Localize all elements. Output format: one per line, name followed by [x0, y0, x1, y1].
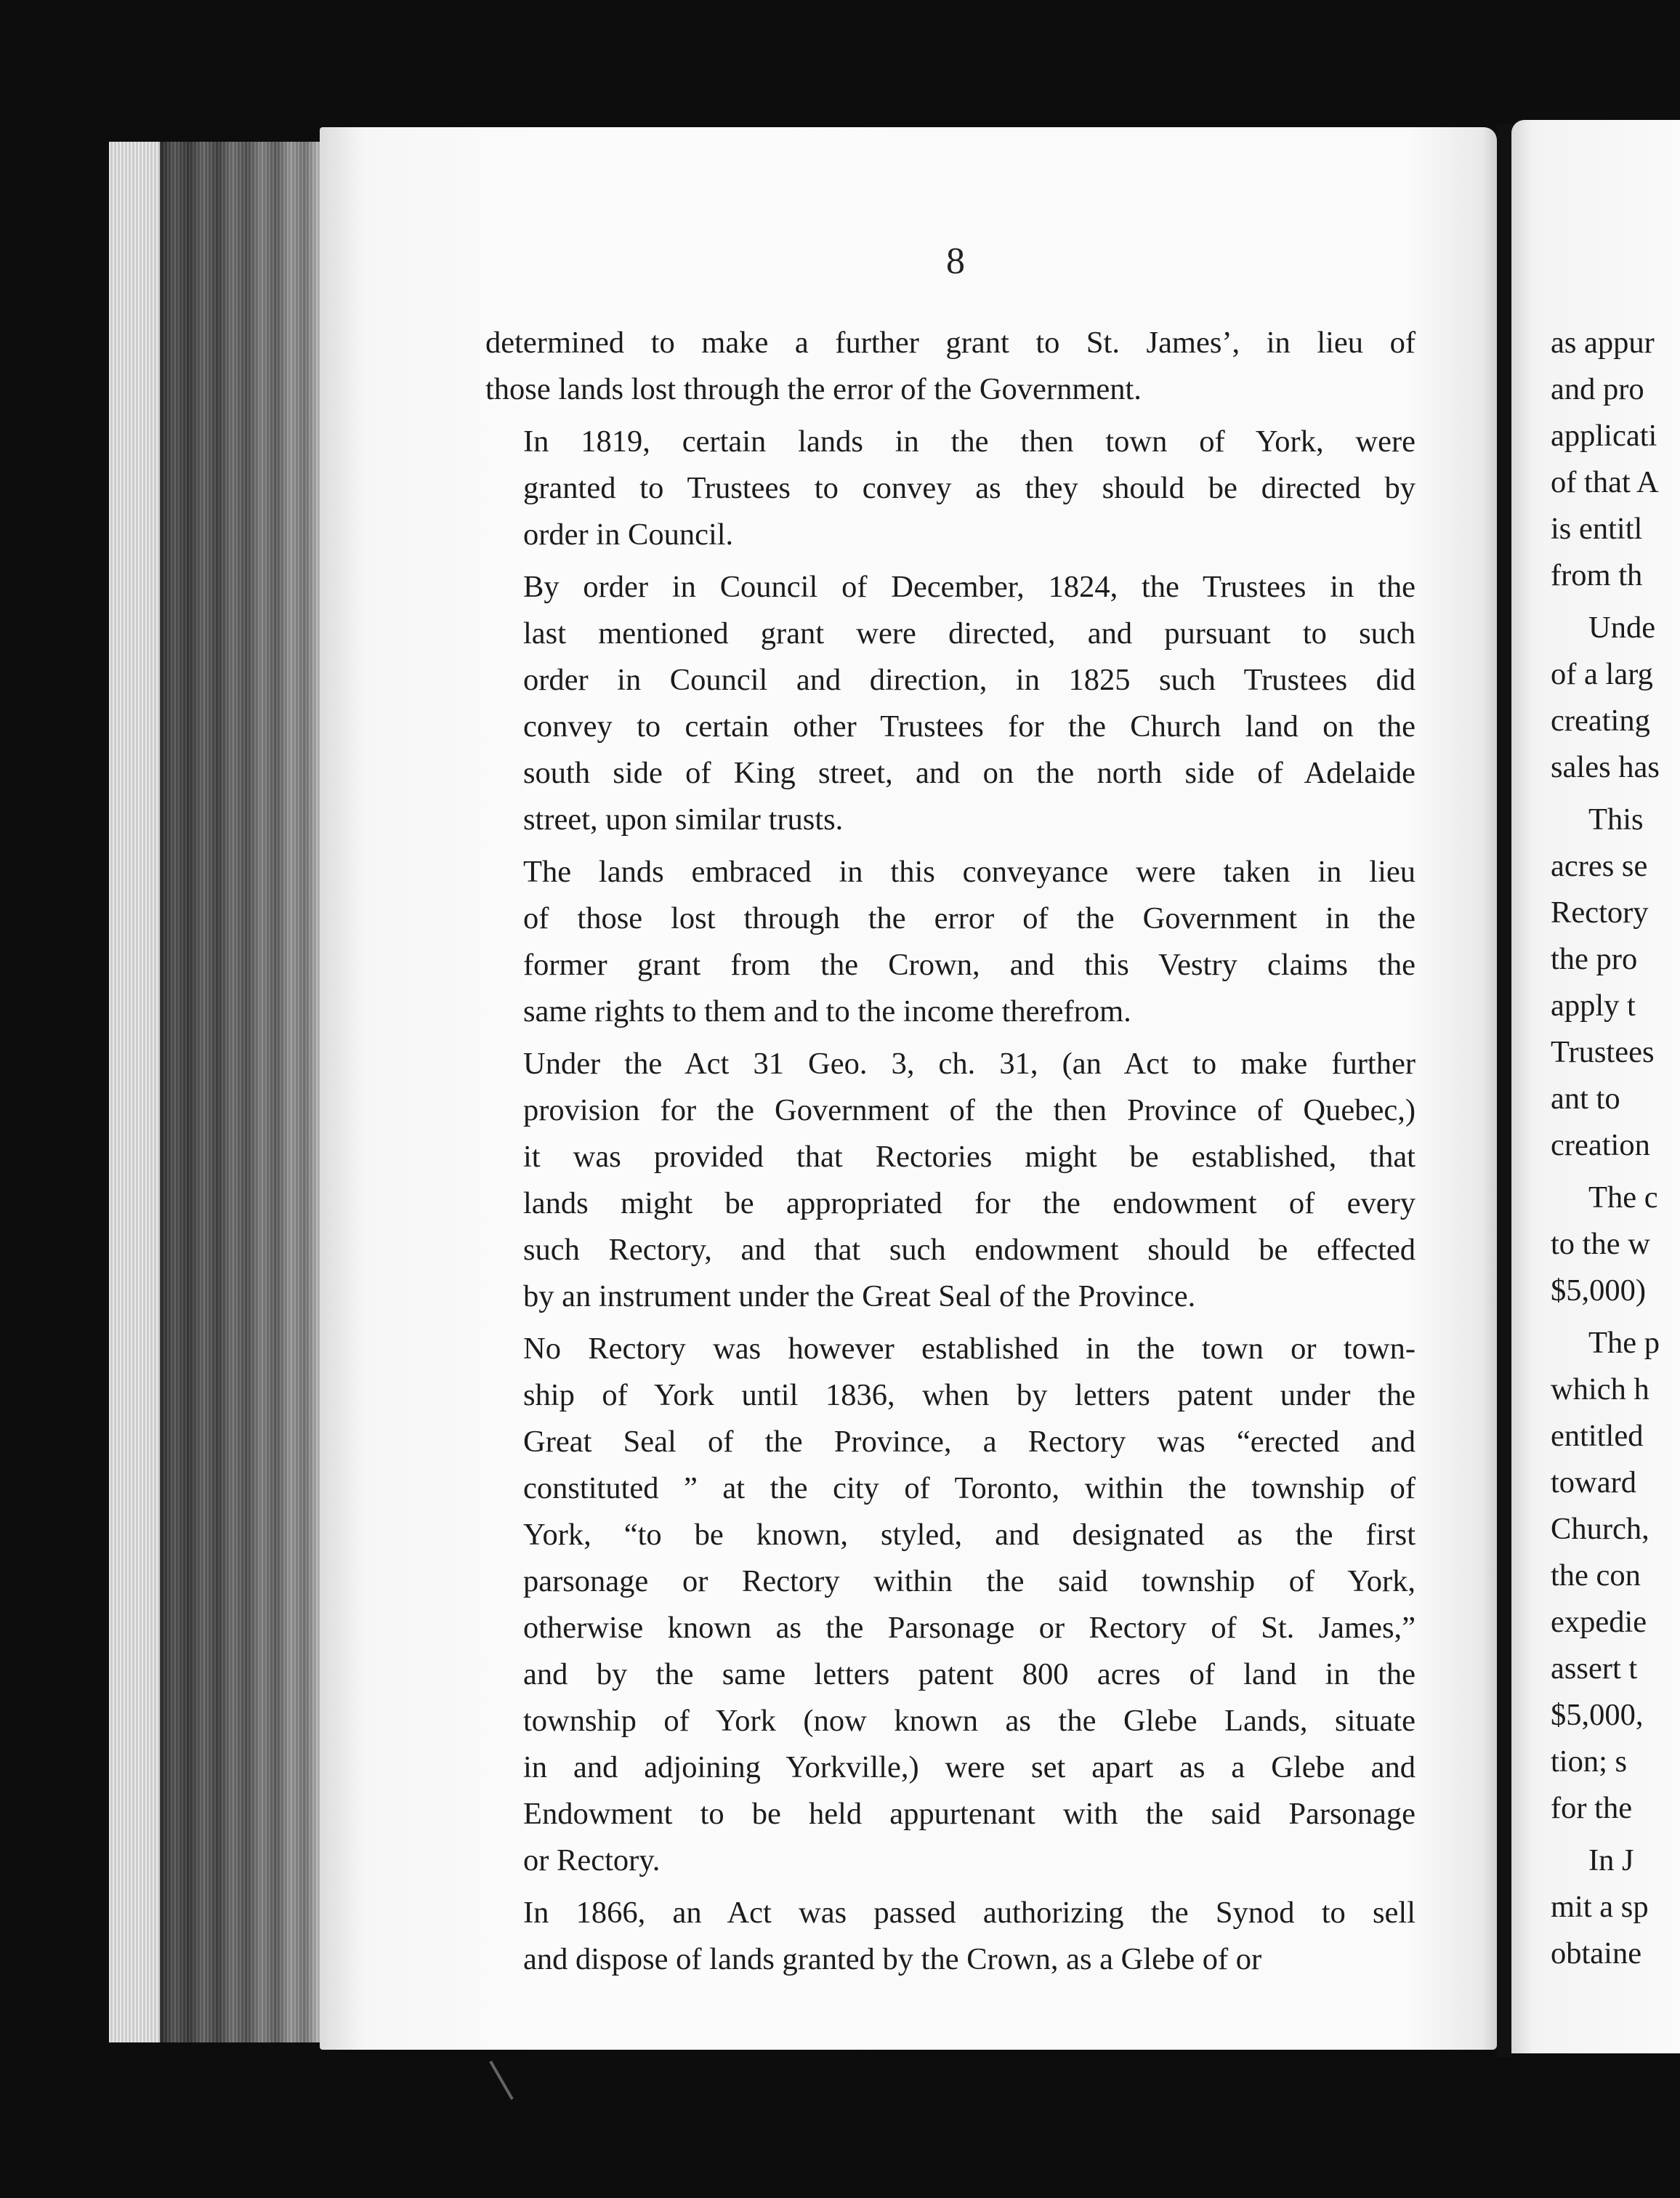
fragment-line: which h: [1551, 1372, 1649, 1406]
fragment-line: tion; s: [1551, 1744, 1628, 1779]
text-line: granted to Trustees to convey as they should be directed by: [523, 471, 1416, 505]
text-line: township of York (now known as the Glebe Lands, situate: [523, 1704, 1416, 1738]
fragment-line: assert t: [1551, 1651, 1638, 1686]
book-gutter: [1497, 124, 1511, 2057]
page-number: 8: [946, 241, 965, 282]
text-line: Under the Act 31 Geo. 3, ch. 31, (an Act to make further: [523, 1047, 1416, 1081]
fragment-line: obtaine: [1551, 1936, 1642, 1970]
text-line: York, “to be known, styled, and designated as the first: [523, 1518, 1416, 1552]
fragment-line: expedie: [1551, 1605, 1647, 1639]
fragment-line: to the w: [1551, 1227, 1650, 1261]
fragment-line: of a larg: [1551, 657, 1653, 691]
right-page-text-fragment: [1551, 320, 1680, 1977]
fragment-line: for the: [1551, 1791, 1633, 1825]
fragment-line: Rectory: [1551, 895, 1649, 930]
fragment-line: is entitl: [1551, 512, 1643, 546]
fragment-line: creation: [1551, 1128, 1650, 1162]
text-line: south side of King street, and on the north side of Adelaide: [523, 756, 1416, 790]
fragment-line: sales has: [1551, 750, 1660, 784]
paragraph: [485, 1890, 1416, 1983]
text-line: convey to certain other Trustees for the Church land on the: [523, 709, 1416, 744]
text-line: No Rectory was however established in the town or town-: [523, 1332, 1416, 1366]
text-line: Endowment to be held appurtenant with the said Parsonage: [523, 1797, 1416, 1831]
paragraph: [485, 419, 1416, 558]
page-stack-edges: [109, 142, 320, 2042]
fragment-line: Trustees: [1551, 1035, 1655, 1069]
paragraph: [485, 564, 1416, 843]
fragment-line: ant to: [1551, 1082, 1620, 1116]
fragment-line: applicati: [1551, 419, 1657, 453]
fragment-line: as appur: [1551, 326, 1655, 360]
fragment-line: toward: [1551, 1465, 1637, 1499]
text-line: same rights to them and to the income therefrom.: [523, 994, 1131, 1028]
text-line: it was provided that Rectories might be established, that: [523, 1140, 1416, 1174]
paragraph: [485, 320, 1416, 413]
left-page-text: [485, 320, 1416, 1989]
text-line: lands might be appropriated for the endowment of every: [523, 1186, 1416, 1220]
fragment-line: The c: [1588, 1180, 1658, 1215]
paragraph: [485, 849, 1416, 1035]
paragraph: [485, 1326, 1416, 1884]
text-line: and by the same letters patent 800 acres of land in the: [523, 1657, 1416, 1691]
text-line: of those lost through the error of the Government in the: [523, 901, 1416, 935]
text-line: order in Council.: [523, 518, 734, 552]
text-line: The lands embraced in this conveyance were taken in lieu: [523, 855, 1416, 889]
fragment-line: This: [1588, 802, 1644, 837]
text-line: In 1819, certain lands in the then town of York, were: [523, 424, 1416, 459]
text-line: provision for the Government of the then Province of Quebec,): [523, 1093, 1416, 1127]
text-line: otherwise known as the Parsonage or Rectory of St. James,”: [523, 1611, 1416, 1645]
text-line: In 1866, an Act was passed authorizing the Synod to sell: [523, 1896, 1416, 1930]
fragment-line: creating: [1551, 704, 1650, 738]
fragment-line: acres se: [1551, 849, 1648, 883]
fragment-line: In J: [1588, 1843, 1634, 1877]
fragment-line: the pro: [1551, 942, 1638, 976]
text-line: parsonage or Rectory within the said township of York,: [523, 1564, 1416, 1598]
fragment-line: mit a sp: [1551, 1890, 1649, 1924]
text-line: such Rectory, and that such endowment should be effected: [523, 1233, 1416, 1267]
fragment-line: Church,: [1551, 1512, 1649, 1546]
text-line: and dispose of lands granted by the Crown, as a Glebe of or: [523, 1942, 1262, 1976]
text-line: or Rectory.: [523, 1843, 661, 1877]
text-line: former grant from the Crown, and this Vestry claims the: [523, 948, 1416, 982]
text-line: constituted ” at the city of Toronto, within the township of: [523, 1471, 1416, 1505]
fragment-line: and pro: [1551, 372, 1644, 406]
fragment-line: The p: [1588, 1326, 1660, 1360]
paragraph: [485, 1041, 1416, 1320]
fragment-line: from th: [1551, 558, 1643, 592]
text-line: order in Council and direction, in 1825 such Trustees did: [523, 663, 1416, 697]
fragment-line: entitled: [1551, 1419, 1644, 1453]
fragment-line: $5,000): [1551, 1273, 1647, 1308]
text-line: By order in Council of December, 1824, the Trustees in the: [523, 570, 1416, 604]
text-line: by an instrument under the Great Seal of the Province.: [523, 1279, 1196, 1313]
fragment-line: the con: [1551, 1558, 1641, 1593]
fragment-line: of that A: [1551, 465, 1659, 499]
text-line: last mentioned grant were directed, and pursuant to such: [523, 616, 1416, 651]
text-line: street, upon similar trusts.: [523, 802, 844, 837]
text-line: ship of York until 1836, when by letters patent under the: [523, 1378, 1416, 1412]
text-line: determined to make a further grant to St. James’, in lieu of: [485, 326, 1416, 360]
text-line: those lands lost through the error of the Government.: [485, 372, 1142, 406]
text-line: Great Seal of the Province, a Rectory was “erected and: [523, 1425, 1416, 1459]
fragment-line: apply t: [1551, 989, 1636, 1023]
text-line: in and adjoining Yorkville,) were set apart as a Glebe and: [523, 1750, 1416, 1784]
fragment-line: Unde: [1588, 611, 1656, 645]
fragment-line: $5,000,: [1551, 1698, 1644, 1732]
